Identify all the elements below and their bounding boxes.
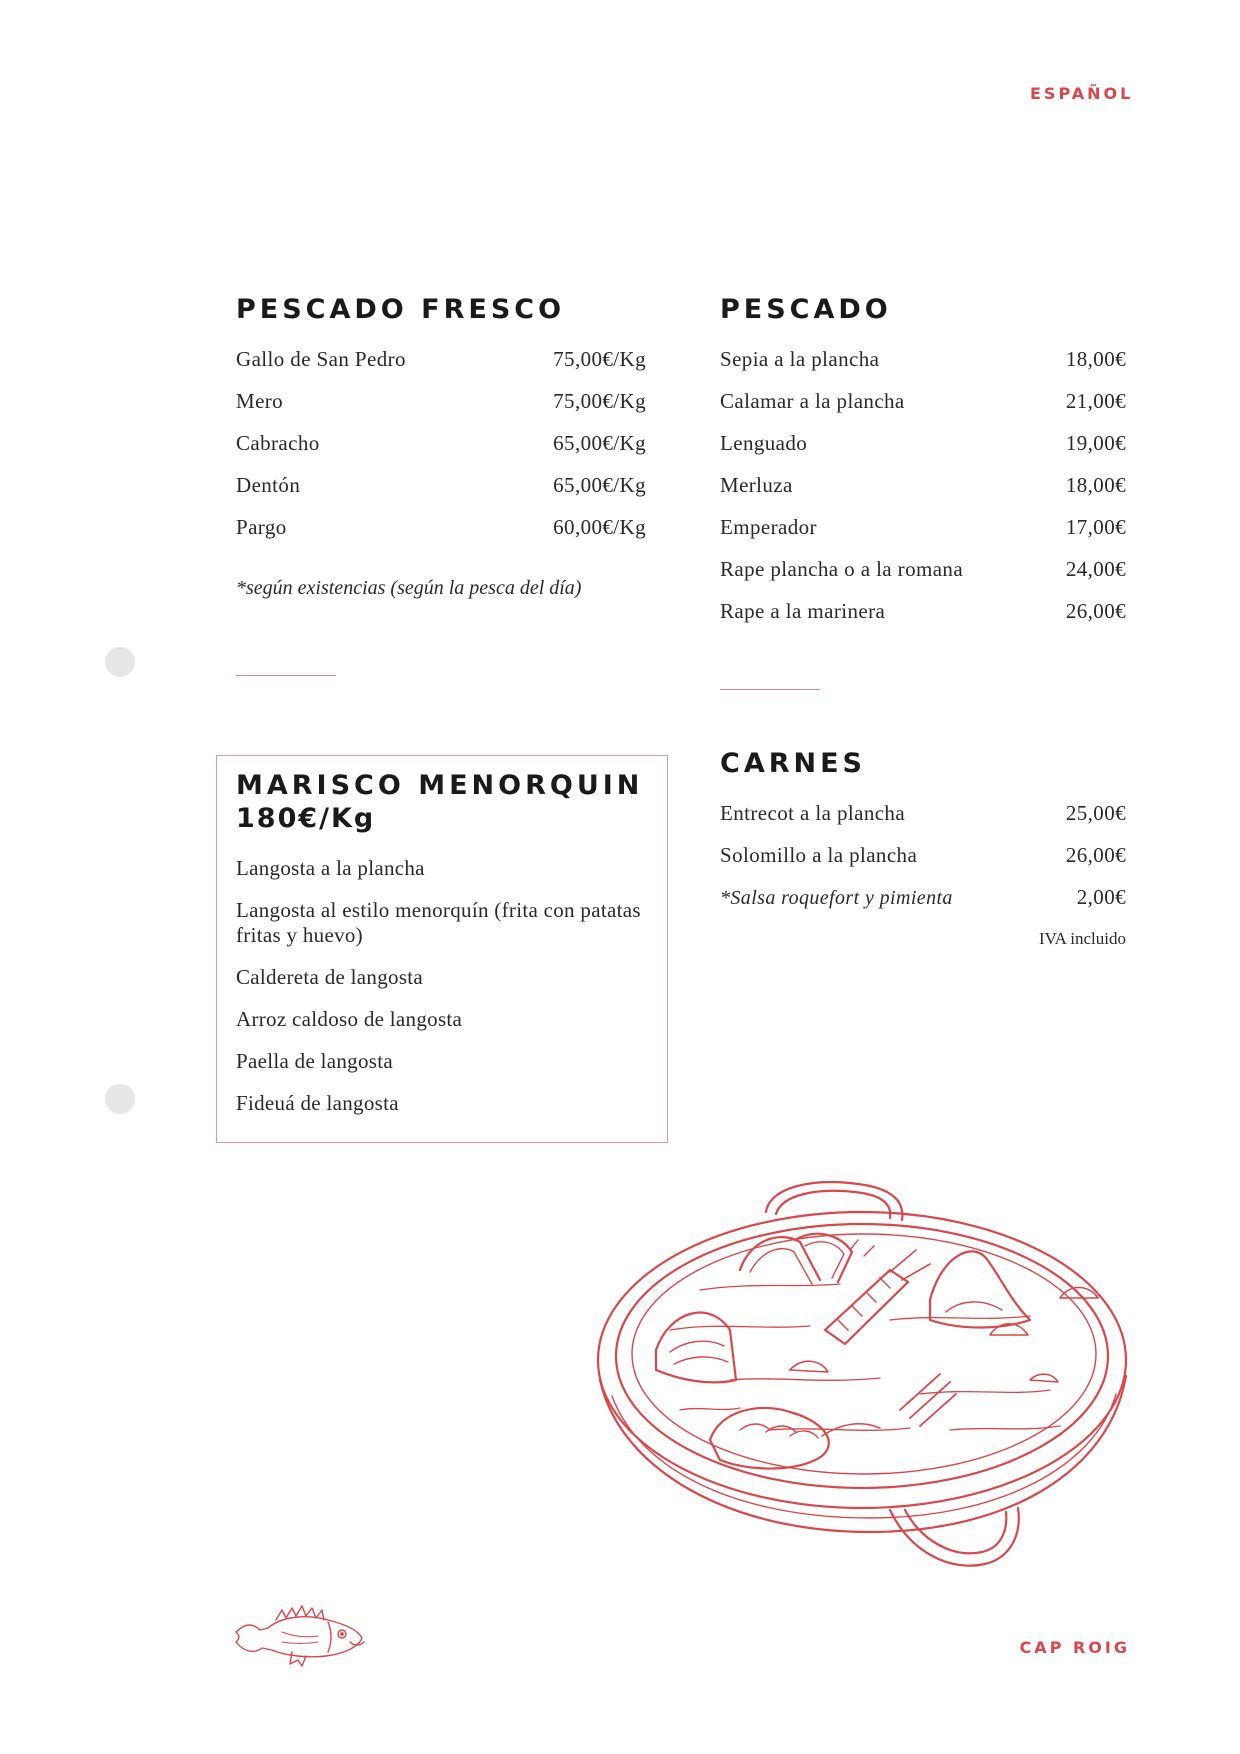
menu-list bbox=[236, 856, 656, 1116]
item-name: Merluza bbox=[720, 473, 793, 497]
menu-item bbox=[720, 389, 1126, 431]
menu-item bbox=[720, 801, 1126, 843]
menu-item bbox=[236, 431, 646, 473]
item-price: 26,00€ bbox=[1065, 843, 1126, 867]
section-title: PESCADO bbox=[720, 294, 892, 325]
menu-item bbox=[720, 557, 1126, 599]
item-name: Emperador bbox=[720, 515, 817, 539]
menu-item: Langosta al estilo menorquín (frita con patatas fritas y huevo) bbox=[236, 898, 641, 947]
section-marisco bbox=[236, 770, 656, 1133]
section-pescado bbox=[720, 294, 1126, 641]
divider bbox=[236, 675, 336, 676]
item-name: Lenguado bbox=[720, 431, 808, 455]
menu-item bbox=[720, 515, 1126, 557]
menu-item bbox=[720, 347, 1126, 389]
item-price: 2,00€ bbox=[1076, 885, 1126, 909]
menu-item bbox=[720, 843, 1126, 885]
section-title: PESCADO FRESCO bbox=[236, 294, 566, 325]
menu-item: Langosta a la plancha bbox=[236, 856, 425, 880]
pot-rim-outer bbox=[598, 1212, 1126, 1508]
menu-item bbox=[720, 885, 1126, 927]
item-price: 18,00€ bbox=[1065, 347, 1126, 371]
fish-logo-icon bbox=[232, 1602, 372, 1670]
menu-item bbox=[720, 599, 1126, 641]
binder-hole bbox=[105, 1084, 135, 1114]
item-price: 65,00€/Kg bbox=[553, 473, 646, 497]
item-price: 21,00€ bbox=[1065, 389, 1126, 413]
menu-item: Fideuá de langosta bbox=[236, 1091, 399, 1115]
menu-list bbox=[236, 347, 646, 557]
section-pescado-fresco bbox=[236, 294, 646, 600]
item-price: 26,00€ bbox=[1065, 599, 1126, 623]
item-name: Rape a la marinera bbox=[720, 599, 886, 623]
item-name: Entrecot a la plancha bbox=[720, 801, 906, 825]
menu-item: Paella de langosta bbox=[236, 1049, 394, 1073]
menu-item bbox=[236, 473, 646, 515]
menu-item bbox=[236, 515, 646, 557]
divider bbox=[720, 689, 820, 690]
item-name: Dentón bbox=[236, 473, 301, 497]
pot-handle-bottom-inner bbox=[905, 1510, 1006, 1553]
item-name: Calamar a la plancha bbox=[720, 389, 905, 413]
item-price: 75,00€/Kg bbox=[553, 389, 646, 413]
item-name: Mero bbox=[236, 389, 284, 413]
item-price: 75,00€/Kg bbox=[553, 347, 646, 371]
item-price: 25,00€ bbox=[1065, 801, 1126, 825]
marisco-title: MARISCO MENORQUIN bbox=[236, 770, 644, 801]
item-name: Pargo bbox=[236, 515, 287, 539]
item-price: 17,00€ bbox=[1065, 515, 1126, 539]
pot-rim-inner bbox=[616, 1224, 1108, 1488]
menu-item: Caldereta de langosta bbox=[236, 965, 424, 989]
availability-note: *según existencias (según la pesca del día) bbox=[236, 577, 582, 599]
item-price: 18,00€ bbox=[1065, 473, 1126, 497]
menu-item: Arroz caldoso de langosta bbox=[236, 1007, 463, 1031]
seafood-pot-illustration bbox=[590, 1180, 1135, 1575]
menu-item bbox=[720, 431, 1126, 473]
item-name: Sepia a la plancha bbox=[720, 347, 880, 371]
binder-hole bbox=[105, 647, 135, 677]
tax-note: IVA incluido bbox=[1038, 929, 1126, 948]
section-title: CARNES bbox=[720, 748, 866, 779]
marisco-price: 180€/Kg bbox=[236, 803, 376, 834]
section-title bbox=[236, 770, 656, 834]
item-price: 65,00€/Kg bbox=[553, 431, 646, 455]
brand-name: CAP ROIG bbox=[1019, 1638, 1130, 1657]
menu-item bbox=[236, 347, 646, 389]
language-label[interactable]: ESPAÑOL bbox=[1030, 84, 1134, 103]
item-price: 60,00€/Kg bbox=[553, 515, 646, 539]
item-price: 19,00€ bbox=[1065, 431, 1126, 455]
menu-list bbox=[720, 801, 1126, 927]
item-name: Cabracho bbox=[236, 431, 320, 455]
item-name: *Salsa roquefort y pimienta bbox=[720, 887, 953, 909]
item-price: 24,00€ bbox=[1065, 557, 1126, 581]
item-name: Rape plancha o a la romana bbox=[720, 557, 964, 581]
menu-item bbox=[720, 473, 1126, 515]
item-name: Gallo de San Pedro bbox=[236, 347, 406, 371]
menu-item bbox=[236, 389, 646, 431]
section-carnes bbox=[720, 748, 1126, 949]
item-name: Solomillo a la plancha bbox=[720, 843, 918, 867]
menu-list bbox=[720, 347, 1126, 641]
